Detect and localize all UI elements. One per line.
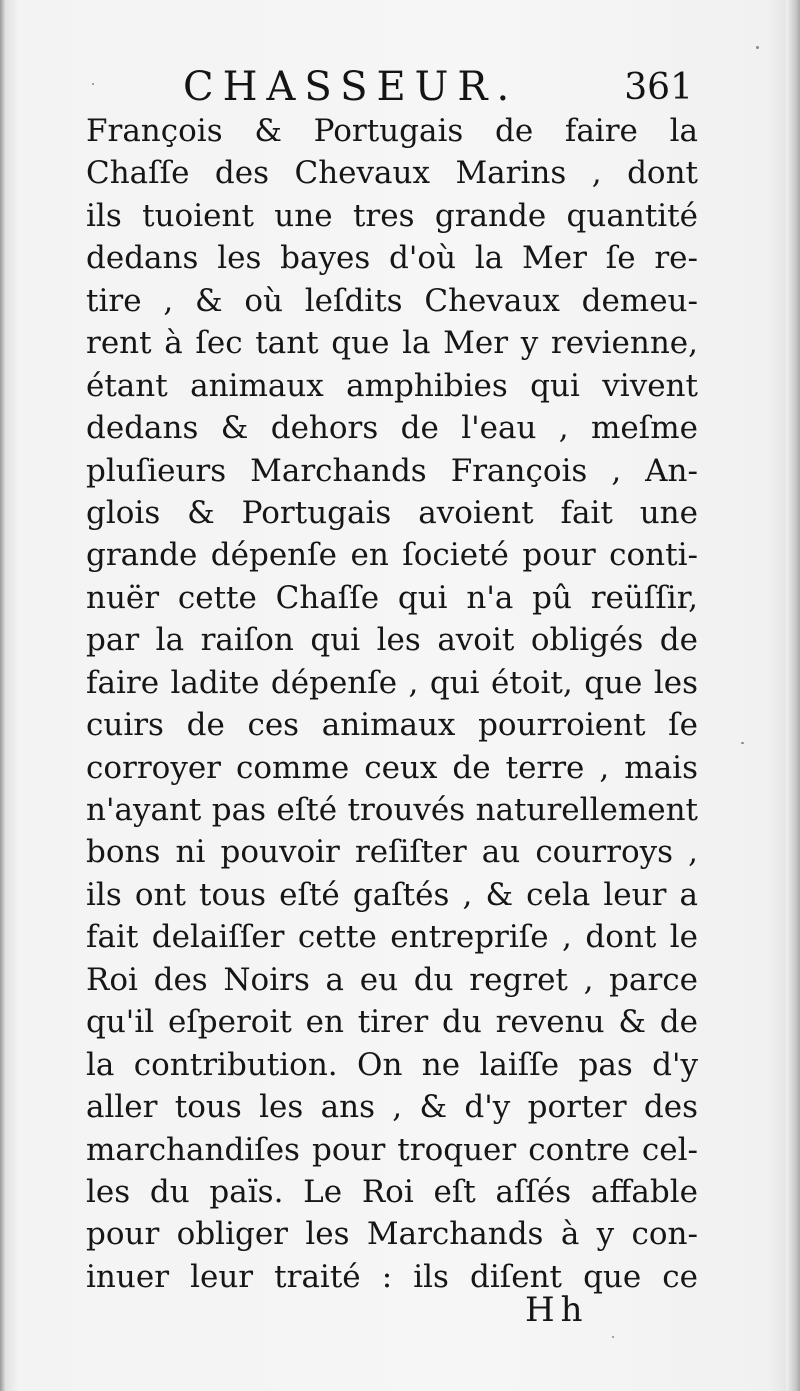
text-line: par la raiſon qui les avoit obligés de: [86, 622, 698, 659]
text-line: faire ladite dépenſe , qui étoit, que les: [86, 664, 698, 701]
text-line: qu'il eſperoit en tirer du revenu & de: [86, 1004, 698, 1041]
text-line: n'ayant pas eſté trouvés naturellement: [86, 792, 698, 828]
body-text: [86, 110, 698, 1298]
text-line: aller tous les ans , & d'y porter des: [86, 1089, 698, 1126]
text-line: Chaſſe des Chevaux Marins , dont: [86, 155, 698, 192]
running-title: CHASSEUR.: [183, 64, 519, 110]
text-line: cuirs de ces animaux pourroient ſe: [86, 707, 698, 744]
text-line: les du païs. Le Roi eſt aſſés affable: [86, 1173, 698, 1210]
text-line: grande dépenſe en ſocieté pour conti-: [86, 537, 698, 574]
text-line: fait delaiſſer cette entrepriſe , dont le: [86, 919, 698, 956]
text-line: la contribution. On ne laiſſe pas d'y: [86, 1046, 698, 1083]
running-head: [183, 62, 693, 112]
text-line: corroyer comme ceux de terre , mais: [86, 749, 698, 786]
text-line: dedans les bayes d'où la Mer ſe re-: [86, 240, 698, 277]
text-line: bons ni pouvoir reſiſter au courroys ,: [86, 834, 698, 871]
page-gutter-shadow: [0, 0, 6, 1391]
page-number: 361: [624, 67, 693, 108]
text-line: Roi des Noirs a eu du regret , parce: [86, 961, 698, 998]
text-line: rent à ſec tant que la Mer y revienne,: [86, 325, 698, 362]
text-line: marchandiſes pour troquer contre cel-: [86, 1131, 698, 1168]
text-line: ils ont tous eſté gaſtés , & cela leur a: [86, 876, 698, 913]
text-line: tire , & où leſdits Chevaux demeu-: [86, 282, 698, 319]
text-line: inuer leur traité : ils diſent que ce: [86, 1258, 698, 1295]
paper-speck: [612, 1336, 614, 1338]
text-line: François & Portugais de faire la: [86, 113, 698, 149]
paper-speck: [92, 83, 94, 85]
text-line: glois & Portugais avoient fait une: [86, 494, 698, 531]
text-line: étant animaux amphibies qui vivent: [86, 367, 698, 404]
text-line: pluſieurs Marchands François , An-: [86, 452, 698, 489]
paper-speck: [741, 742, 744, 744]
signature-mark: Hh: [525, 1290, 589, 1330]
page-edge-shadow: [786, 0, 800, 1391]
text-line: ils tuoient une tres grande quantité: [86, 197, 698, 234]
paper-speck: [756, 46, 759, 49]
text-line: pour obliger les Marchands à y con-: [86, 1216, 698, 1253]
text-line: nuër cette Chaſſe qui n'a pû reüſſir,: [86, 579, 698, 616]
text-line: dedans & dehors de l'eau , meſme: [86, 410, 698, 447]
